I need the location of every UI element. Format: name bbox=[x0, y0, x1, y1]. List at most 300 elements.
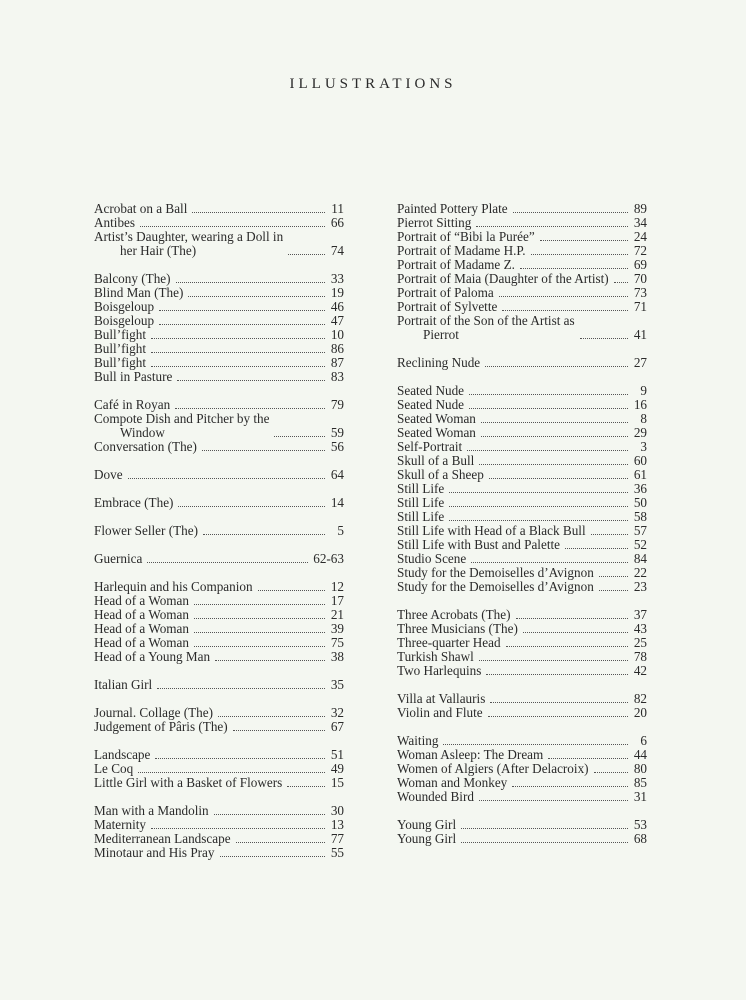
page-number: 62-63 bbox=[313, 551, 344, 566]
page-number: 20 bbox=[633, 705, 647, 720]
page-number: 27 bbox=[633, 355, 647, 370]
index-entry bbox=[94, 818, 344, 832]
index-entry bbox=[94, 650, 344, 664]
page-number: 8 bbox=[640, 411, 647, 426]
page-number: 15 bbox=[330, 775, 344, 790]
index-group bbox=[397, 818, 647, 846]
page-number: 6 bbox=[640, 733, 647, 748]
index-entry bbox=[94, 342, 344, 356]
page-number: 13 bbox=[330, 817, 344, 832]
page-number: 46 bbox=[330, 299, 344, 314]
page-number: 38 bbox=[330, 649, 344, 664]
dot-leader bbox=[512, 786, 628, 787]
entry-title: Three Acrobats (The) bbox=[397, 607, 511, 622]
entry-title: Acrobat on a Ball bbox=[94, 201, 188, 216]
index-group bbox=[94, 202, 344, 258]
page-number: 86 bbox=[330, 341, 344, 356]
entry-title: Two Harlequins bbox=[397, 663, 482, 678]
page-number: 37 bbox=[633, 607, 647, 622]
dot-leader bbox=[202, 450, 325, 451]
dot-leader bbox=[531, 254, 628, 255]
dot-leader bbox=[469, 408, 628, 409]
page-number: 78 bbox=[633, 649, 647, 664]
index-entry bbox=[397, 300, 647, 314]
page-number: 44 bbox=[633, 747, 647, 762]
entry-title: Young Girl bbox=[397, 817, 457, 832]
page-number: 53 bbox=[633, 817, 647, 832]
entry-title: Study for the Demoiselles d’Avignon bbox=[397, 565, 594, 580]
dot-leader bbox=[258, 590, 325, 591]
page-number: 25 bbox=[633, 635, 647, 650]
entry-title: Flower Seller (The) bbox=[94, 523, 198, 538]
entry-title: Seated Nude bbox=[397, 383, 465, 398]
page-number: 83 bbox=[330, 369, 344, 384]
index-entry bbox=[397, 734, 647, 748]
page-number: 70 bbox=[633, 271, 647, 286]
dot-leader bbox=[479, 464, 628, 465]
index-entry bbox=[94, 468, 344, 482]
dot-leader bbox=[461, 842, 628, 843]
page-number: 67 bbox=[330, 719, 344, 734]
dot-leader bbox=[176, 282, 325, 283]
entry-title: Pierrot Sitting bbox=[397, 215, 472, 230]
dot-leader bbox=[471, 562, 628, 563]
entry-title: Portrait of Paloma bbox=[397, 285, 494, 300]
entry-title: Minotaur and His Pray bbox=[94, 845, 215, 860]
dot-leader bbox=[140, 226, 325, 227]
entry-title: Studio Scene bbox=[397, 551, 467, 566]
dot-leader bbox=[481, 436, 628, 437]
index-entry bbox=[397, 524, 647, 538]
page-number: 32 bbox=[330, 705, 344, 720]
dot-leader bbox=[599, 576, 628, 577]
index-entry bbox=[397, 258, 647, 272]
index-entry bbox=[397, 412, 647, 426]
page-number: 31 bbox=[633, 789, 647, 804]
dot-leader bbox=[490, 702, 628, 703]
dot-leader bbox=[147, 562, 308, 563]
entry-title: Portrait of Madame H.P. bbox=[397, 243, 526, 258]
index-group bbox=[397, 384, 647, 594]
index-group bbox=[94, 678, 344, 692]
page-number: 11 bbox=[331, 201, 344, 216]
dot-leader bbox=[194, 646, 325, 647]
index-entry bbox=[94, 748, 344, 762]
index-entry bbox=[94, 272, 344, 286]
index-entry bbox=[397, 664, 647, 678]
entry-title: Artist’s Daughter, wearing a Doll in her Hair (The) bbox=[94, 229, 284, 258]
page-number: 12 bbox=[330, 579, 344, 594]
index-entry bbox=[397, 398, 647, 412]
entry-title: Italian Girl bbox=[94, 677, 153, 692]
dot-leader bbox=[194, 618, 325, 619]
page-number: 68 bbox=[633, 831, 647, 846]
page-number: 55 bbox=[330, 845, 344, 860]
entry-title: Head of a Young Man bbox=[94, 649, 211, 664]
dot-leader bbox=[449, 520, 628, 521]
index-group bbox=[94, 580, 344, 664]
page-number: 35 bbox=[330, 677, 344, 692]
dot-leader bbox=[215, 660, 325, 661]
index-entry bbox=[94, 440, 344, 454]
page-number: 9 bbox=[640, 383, 647, 398]
index-entry bbox=[397, 468, 647, 482]
dot-leader bbox=[157, 688, 325, 689]
entry-title: Violin and Flute bbox=[397, 705, 483, 720]
page-number: 61 bbox=[633, 467, 647, 482]
entry-title: Portrait of Maia (Daughter of the Artist) bbox=[397, 271, 609, 286]
index-group bbox=[94, 524, 344, 538]
dot-leader bbox=[469, 394, 628, 395]
page-number: 47 bbox=[330, 313, 344, 328]
index-entry bbox=[94, 216, 344, 230]
index-entry bbox=[94, 636, 344, 650]
index-group bbox=[94, 552, 344, 566]
page-number: 5 bbox=[337, 523, 344, 538]
entry-title: Compote Dish and Pitcher by the Window bbox=[94, 411, 270, 440]
page-number: 17 bbox=[330, 593, 344, 608]
page-number: 64 bbox=[330, 467, 344, 482]
index-entry bbox=[397, 272, 647, 286]
page-number: 57 bbox=[633, 523, 647, 538]
dot-leader bbox=[218, 716, 325, 717]
page-number: 24 bbox=[633, 229, 647, 244]
entry-title: Balcony (The) bbox=[94, 271, 171, 286]
entry-title: Conversation (The) bbox=[94, 439, 197, 454]
index-entry bbox=[397, 790, 647, 804]
entry-title: Dove bbox=[94, 467, 123, 482]
entry-title: Man with a Mandolin bbox=[94, 803, 209, 818]
entry-title: Painted Pottery Plate bbox=[397, 201, 508, 216]
page-number: 87 bbox=[330, 355, 344, 370]
entry-title: Head of a Woman bbox=[94, 593, 190, 608]
dot-leader bbox=[476, 226, 628, 227]
index-entry bbox=[94, 580, 344, 594]
dot-leader bbox=[599, 590, 628, 591]
dot-leader bbox=[506, 646, 628, 647]
entry-title: Wounded Bird bbox=[397, 789, 474, 804]
index-entry bbox=[94, 300, 344, 314]
dot-leader bbox=[486, 674, 628, 675]
dot-leader bbox=[523, 632, 628, 633]
index-entry bbox=[397, 636, 647, 650]
index-entry bbox=[397, 314, 647, 342]
page-number: 23 bbox=[633, 579, 647, 594]
entry-title: Bull’fight bbox=[94, 341, 147, 356]
index-entry bbox=[94, 552, 344, 566]
page-number: 56 bbox=[330, 439, 344, 454]
index-entry bbox=[94, 846, 344, 860]
entry-title: Bull’fight bbox=[94, 355, 147, 370]
entry-title: Boisgeloup bbox=[94, 313, 155, 328]
entry-title: Skull of a Sheep bbox=[397, 467, 484, 482]
dot-leader bbox=[488, 716, 628, 717]
index-entry bbox=[397, 776, 647, 790]
page-number: 59 bbox=[330, 425, 344, 440]
index-entry bbox=[94, 202, 344, 216]
index-entry bbox=[397, 440, 647, 454]
page-number: 30 bbox=[330, 803, 344, 818]
dot-leader bbox=[479, 660, 628, 661]
index-entry bbox=[94, 314, 344, 328]
page-number: 43 bbox=[633, 621, 647, 636]
entry-title: Portrait of the Son of the Artist as Pierrot bbox=[397, 313, 575, 342]
dot-leader bbox=[614, 282, 628, 283]
entry-title: Harlequin and his Companion bbox=[94, 579, 253, 594]
page-number: 10 bbox=[330, 327, 344, 342]
index-entry bbox=[397, 216, 647, 230]
page-number: 58 bbox=[633, 509, 647, 524]
page-title: ILLUSTRATIONS bbox=[289, 76, 457, 92]
page-number: 74 bbox=[330, 243, 344, 258]
dot-leader bbox=[443, 744, 628, 745]
dot-leader bbox=[513, 212, 628, 213]
entry-title: Blind Man (The) bbox=[94, 285, 184, 300]
index-group bbox=[397, 692, 647, 720]
page-number: 60 bbox=[633, 453, 647, 468]
entry-title: Villa at Vallauris bbox=[397, 691, 486, 706]
page-number: 3 bbox=[640, 439, 647, 454]
entry-title: Journal. Collage (The) bbox=[94, 705, 214, 720]
index-entry bbox=[397, 692, 647, 706]
index-entry bbox=[94, 412, 344, 440]
page-number: 33 bbox=[330, 271, 344, 286]
dot-leader bbox=[175, 408, 325, 409]
index-group bbox=[94, 804, 344, 860]
index-entry bbox=[397, 818, 647, 832]
index-entry bbox=[94, 832, 344, 846]
entry-title: Waiting bbox=[397, 733, 439, 748]
dot-leader bbox=[151, 828, 325, 829]
index-entry bbox=[94, 370, 344, 384]
entry-title: Still Life with Bust and Palette bbox=[397, 537, 560, 552]
index-entry bbox=[397, 426, 647, 440]
entry-title: Little Girl with a Basket of Flowers bbox=[94, 775, 283, 790]
index-group bbox=[94, 272, 344, 384]
index-entry bbox=[94, 776, 344, 790]
page-number: 82 bbox=[633, 691, 647, 706]
page-number: 75 bbox=[330, 635, 344, 650]
page-number: 50 bbox=[633, 495, 647, 510]
index-group bbox=[94, 398, 344, 454]
dot-leader bbox=[151, 366, 325, 367]
dot-leader bbox=[214, 814, 325, 815]
entry-title: Three-quarter Head bbox=[397, 635, 501, 650]
index-entry bbox=[397, 384, 647, 398]
index-entry bbox=[397, 496, 647, 510]
entry-title: Seated Nude bbox=[397, 397, 465, 412]
page-number: 22 bbox=[633, 565, 647, 580]
index-group bbox=[94, 706, 344, 734]
index-entry bbox=[94, 328, 344, 342]
entry-title: Still Life bbox=[397, 509, 445, 524]
index-entry bbox=[397, 650, 647, 664]
page-number: 29 bbox=[633, 425, 647, 440]
dot-leader bbox=[128, 478, 325, 479]
entry-title: Three Musicians (The) bbox=[397, 621, 518, 636]
entry-title: Maternity bbox=[94, 817, 147, 832]
index-entry bbox=[94, 398, 344, 412]
index-entry bbox=[397, 608, 647, 622]
index-entry bbox=[397, 202, 647, 216]
dot-leader bbox=[274, 436, 325, 437]
entry-title: Guernica bbox=[94, 551, 143, 566]
dot-leader bbox=[178, 506, 325, 507]
entry-title: Landscape bbox=[94, 747, 151, 762]
page-number: 85 bbox=[633, 775, 647, 790]
dot-leader bbox=[194, 632, 325, 633]
index-group bbox=[397, 356, 647, 370]
entry-title: Still Life with Head of a Black Bull bbox=[397, 523, 586, 538]
dot-leader bbox=[540, 240, 628, 241]
index-entry bbox=[397, 482, 647, 496]
entry-title: Still Life bbox=[397, 495, 445, 510]
dot-leader bbox=[461, 828, 628, 829]
index-entry bbox=[397, 552, 647, 566]
dot-leader bbox=[159, 324, 325, 325]
entry-title: Mediterranean Landscape bbox=[94, 831, 231, 846]
entry-title: Head of a Woman bbox=[94, 621, 190, 636]
page-number: 84 bbox=[633, 551, 647, 566]
dot-leader bbox=[467, 450, 628, 451]
page-number: 89 bbox=[633, 201, 647, 216]
index-entry bbox=[397, 832, 647, 846]
dot-leader bbox=[481, 422, 628, 423]
dot-leader bbox=[194, 604, 325, 605]
dot-leader bbox=[192, 212, 325, 213]
index-entry bbox=[94, 496, 344, 510]
index-entry bbox=[397, 762, 647, 776]
entry-title: Women of Algiers (After Delacroix) bbox=[397, 761, 589, 776]
dot-leader bbox=[449, 506, 628, 507]
page-number: 73 bbox=[633, 285, 647, 300]
index-entry bbox=[397, 622, 647, 636]
index-entry bbox=[397, 566, 647, 580]
dot-leader bbox=[159, 310, 325, 311]
entry-title: Still Life bbox=[397, 481, 445, 496]
dot-leader bbox=[151, 352, 325, 353]
dot-leader bbox=[177, 380, 325, 381]
dot-leader bbox=[236, 842, 325, 843]
index-entry bbox=[397, 538, 647, 552]
page-number: 52 bbox=[633, 537, 647, 552]
index-entry bbox=[397, 510, 647, 524]
entry-title: Young Girl bbox=[397, 831, 457, 846]
index-group bbox=[397, 608, 647, 678]
dot-leader bbox=[233, 730, 325, 731]
dot-leader bbox=[138, 772, 325, 773]
index-entry bbox=[94, 356, 344, 370]
page-number: 19 bbox=[330, 285, 344, 300]
index-entry bbox=[397, 580, 647, 594]
page-number: 39 bbox=[330, 621, 344, 636]
entry-title: Portrait of “Bibi la Purée” bbox=[397, 229, 535, 244]
dot-leader bbox=[203, 534, 325, 535]
entry-title: Woman and Monkey bbox=[397, 775, 508, 790]
index-group bbox=[94, 748, 344, 790]
entry-title: Embrace (The) bbox=[94, 495, 174, 510]
index-entry bbox=[397, 454, 647, 468]
page-number: 72 bbox=[633, 243, 647, 258]
dot-leader bbox=[489, 478, 628, 479]
entry-title: Woman Asleep: The Dream bbox=[397, 747, 544, 762]
entry-title: Portrait of Madame Z. bbox=[397, 257, 515, 272]
index-entry bbox=[397, 286, 647, 300]
index-entry bbox=[94, 524, 344, 538]
page-number: 77 bbox=[330, 831, 344, 846]
entry-title: Café in Royan bbox=[94, 397, 171, 412]
page-number: 42 bbox=[633, 663, 647, 678]
dot-leader bbox=[594, 772, 628, 773]
dot-leader bbox=[516, 618, 628, 619]
dot-leader bbox=[580, 338, 628, 339]
page-number: 79 bbox=[330, 397, 344, 412]
index-entry bbox=[94, 594, 344, 608]
page-number: 80 bbox=[633, 761, 647, 776]
index-entry bbox=[94, 706, 344, 720]
dot-leader bbox=[220, 856, 325, 857]
entry-title: Antibes bbox=[94, 215, 136, 230]
dot-leader bbox=[499, 296, 628, 297]
entry-title: Turkish Shawl bbox=[397, 649, 474, 664]
entry-title: Self-Portrait bbox=[397, 439, 463, 454]
entry-title: Head of a Woman bbox=[94, 635, 190, 650]
page-number: 69 bbox=[633, 257, 647, 272]
page-number: 16 bbox=[633, 397, 647, 412]
dot-leader bbox=[151, 338, 325, 339]
entry-title: Head of a Woman bbox=[94, 607, 190, 622]
index-entry bbox=[397, 748, 647, 762]
entry-title: Bull’fight bbox=[94, 327, 147, 342]
entry-title: Le Coq bbox=[94, 761, 134, 776]
dot-leader bbox=[188, 296, 325, 297]
index-group bbox=[397, 734, 647, 804]
index-entry bbox=[94, 762, 344, 776]
page-number: 34 bbox=[633, 215, 647, 230]
index-entry bbox=[397, 244, 647, 258]
dot-leader bbox=[449, 492, 628, 493]
page-number: 71 bbox=[633, 299, 647, 314]
index-group bbox=[94, 496, 344, 510]
entry-title: Seated Woman bbox=[397, 411, 476, 426]
dot-leader bbox=[520, 268, 628, 269]
index-entry bbox=[397, 706, 647, 720]
index-entry bbox=[94, 230, 344, 258]
dot-leader bbox=[287, 786, 325, 787]
dot-leader bbox=[565, 548, 628, 549]
dot-leader bbox=[591, 534, 628, 535]
index-entry bbox=[94, 622, 344, 636]
index-entry bbox=[94, 678, 344, 692]
index-entry bbox=[94, 804, 344, 818]
index-column-right bbox=[397, 202, 647, 860]
dot-leader bbox=[502, 310, 628, 311]
page-number: 41 bbox=[633, 327, 647, 342]
page-number: 21 bbox=[330, 607, 344, 622]
entry-title: Boisgeloup bbox=[94, 299, 155, 314]
page-number: 49 bbox=[330, 761, 344, 776]
index-entry bbox=[397, 230, 647, 244]
dot-leader bbox=[288, 254, 325, 255]
page-number: 14 bbox=[330, 495, 344, 510]
entry-title: Reclining Nude bbox=[397, 355, 481, 370]
dot-leader bbox=[548, 758, 628, 759]
entry-title: Study for the Demoiselles d’Avignon bbox=[397, 579, 594, 594]
entry-title: Skull of a Bull bbox=[397, 453, 475, 468]
dot-leader bbox=[479, 800, 628, 801]
page-number: 51 bbox=[330, 747, 344, 762]
page-number: 66 bbox=[330, 215, 344, 230]
